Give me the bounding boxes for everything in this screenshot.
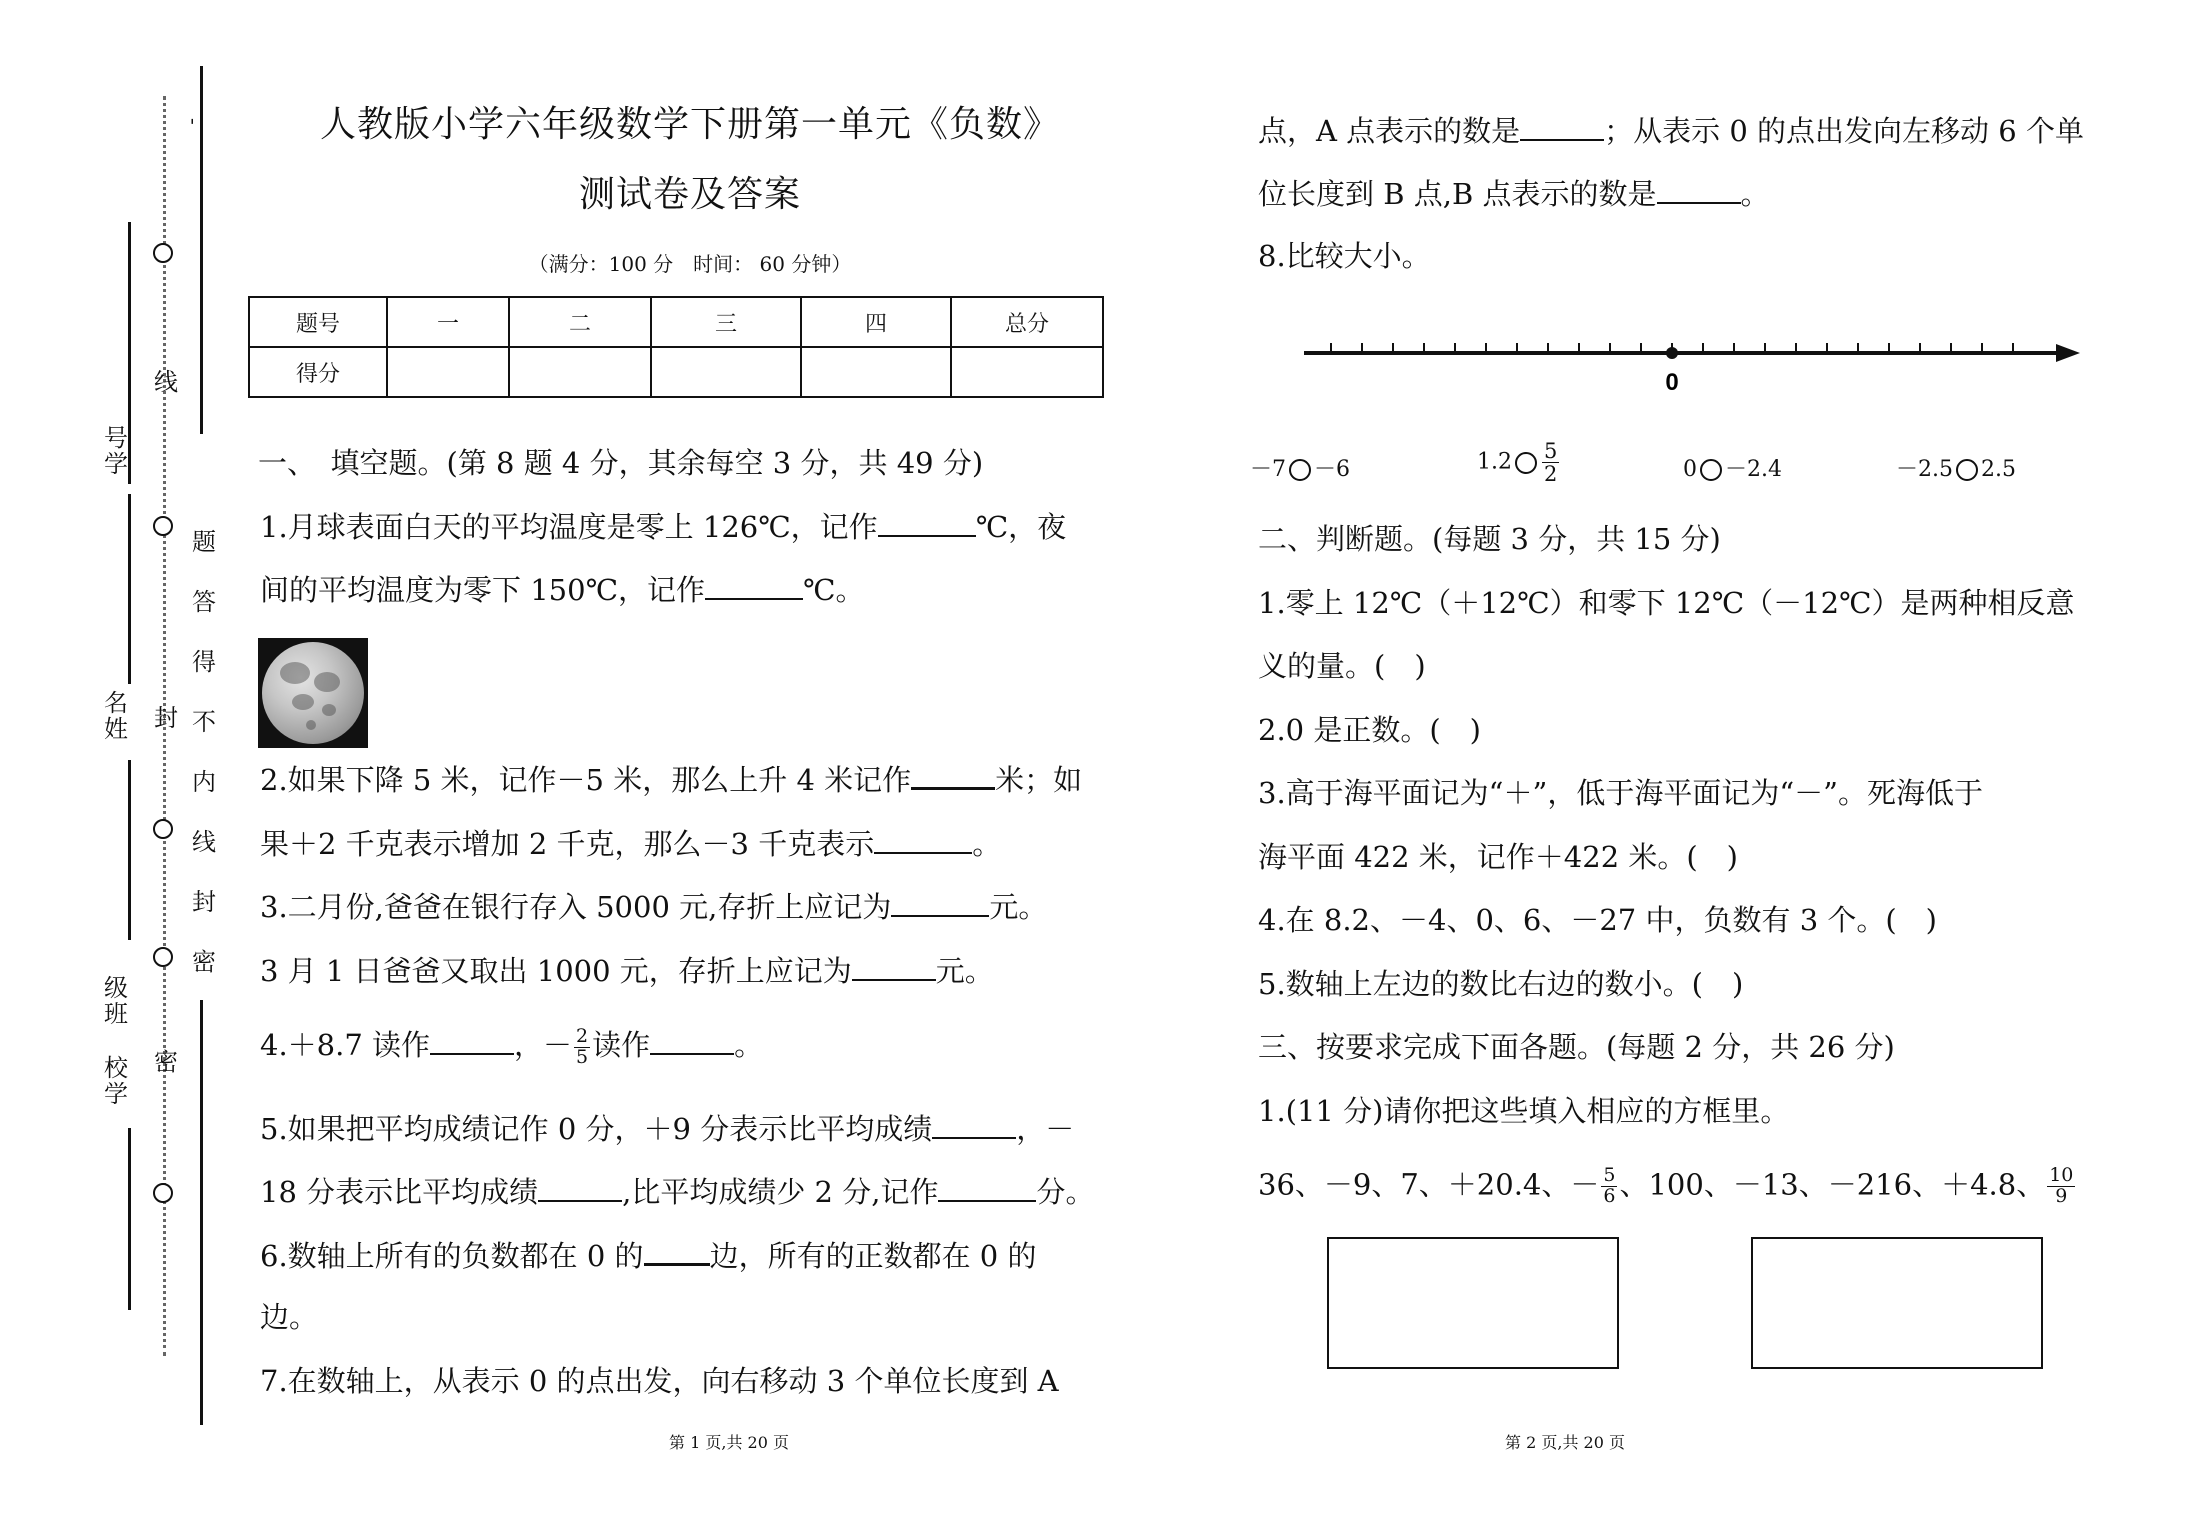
answer-blank[interactable] (891, 888, 989, 917)
question-1-line2: 间的平均温度为零下 150℃，记作 ℃。 (260, 573, 865, 607)
exam-info: （满分：100 分 时间： 60 分钟） (528, 252, 852, 276)
answer-blank[interactable] (1520, 112, 1604, 141)
judge-5: 5.数轴上左边的数比右边的数小。( ) (1258, 967, 1744, 1001)
fraction: $\frac{5}{6}$ (1603, 1164, 1616, 1207)
answer-blank[interactable] (932, 1110, 1016, 1139)
score-table-header: 题号 (249, 297, 387, 347)
binding-circle (153, 1183, 173, 1203)
question-5-line2: 18 分表示比平均成绩 ,比平均成绩少 2 分,记作 分。 (260, 1175, 1095, 1209)
page-title-line2: 测试卷及答案 (578, 174, 801, 215)
class-label: 级班 (104, 974, 128, 1028)
answer-box-1[interactable] (1327, 1237, 1619, 1369)
score-table-score-row (249, 347, 1103, 397)
question-1-line1: 1.月球表面白天的平均温度是零上 126℃，记作 ℃，夜 (260, 510, 1067, 544)
compare-circle[interactable] (1700, 459, 1722, 481)
binding-notice: 题 答 得 不 内 线 封 密 (192, 528, 216, 976)
student-name-label: 名姓 (104, 689, 128, 743)
question-6-line2: 边。 (260, 1300, 319, 1334)
score-cell[interactable] (801, 347, 951, 397)
section3-question-1: 1.(11 分)请你把这些填入相应的方框里。 (1258, 1094, 1790, 1128)
question-8: 8.比较大小。 (1258, 239, 1431, 273)
compare-item-1: －7 －6 (1250, 457, 1350, 482)
question-2-line1: 2.如果下降 5 米，记作－5 米，那么上升 4 米记作 米；如 (260, 763, 1083, 797)
compare-item-2: 1.2 $\frac{5}{2}$ (1477, 439, 1558, 487)
binding-circle (153, 819, 173, 839)
score-row-label: 得分 (249, 347, 387, 397)
compare-circle[interactable] (1515, 452, 1537, 474)
page-1 (245, 0, 1135, 1531)
answer-blank[interactable] (644, 1237, 710, 1266)
compare-item-4: －2.5 2.5 (1896, 457, 2016, 482)
number-line (1300, 326, 2080, 396)
answer-blank[interactable] (430, 1026, 514, 1055)
answer-blank[interactable] (1657, 175, 1741, 204)
score-cell[interactable] (509, 347, 651, 397)
compare-item-3: 0 －2.4 (1683, 457, 1782, 482)
answer-blank[interactable] (650, 1026, 734, 1055)
fraction: $\frac{5}{2}$ (1544, 439, 1558, 487)
score-table-header: 三 (651, 297, 801, 347)
fraction: $\frac{2}{5}$ (576, 1024, 589, 1068)
binding-rule-outer-mid2 (128, 760, 131, 940)
question-4: 4.＋8.7 读作 ，－ $\frac{2}{5}$ 读作 。 (260, 1024, 764, 1068)
answer-blank[interactable] (852, 952, 936, 981)
answer-blank[interactable] (878, 508, 976, 537)
seal-secret-label: 密 (154, 1048, 178, 1076)
judge-3-line1: 3.高于海平面记为“＋”，低于海平面记为“－”。死海低于 (1258, 776, 1983, 810)
student-number-label: 号学 (104, 424, 128, 478)
score-cell[interactable] (651, 347, 801, 397)
binding-circle (153, 516, 173, 536)
answer-blank[interactable] (911, 761, 995, 790)
question-3-line1: 3.二月份,爸爸在银行存入 5000 元,存折上应记为 元。 (260, 890, 1048, 924)
answer-box-2[interactable] (1751, 1237, 2043, 1369)
origin-label: 0 (1665, 369, 1679, 396)
score-cell[interactable] (951, 347, 1103, 397)
answer-blank[interactable] (938, 1173, 1036, 1202)
seal-line-label: 线 (154, 368, 178, 396)
school-label: 校学 (104, 1054, 128, 1108)
page-footer: 第 2 页,共 20 页 (1505, 1433, 1625, 1452)
number-list: 36、－9、7、＋20.4、－ $\frac{5}{6}$ 、100、－13、－216、＋4.8、 $\frac{10}{9}$ (1258, 1164, 2074, 1207)
compare-circle[interactable] (1289, 459, 1311, 481)
binding-rule-outer-bottom (128, 1128, 131, 1310)
page-title-line1: 人教版小学六年级数学下册第一单元《负数》 (319, 104, 1060, 145)
question-7-line2: 点，A 点表示的数是 ；从表示 0 的点出发向左移动 6 个单 (1258, 114, 2084, 148)
answer-blank[interactable] (538, 1173, 622, 1202)
score-cell[interactable] (387, 347, 509, 397)
score-table-header: 一 (387, 297, 509, 347)
page-footer: 第 1 页,共 20 页 (669, 1433, 789, 1452)
binding-circle (153, 243, 173, 263)
judge-2: 2.0 是正数。( ) (1258, 713, 1481, 747)
binding-tick: - (182, 118, 206, 125)
score-table-header: 总分 (951, 297, 1103, 347)
origin-point (1666, 347, 1678, 359)
compare-circle[interactable] (1956, 459, 1978, 481)
question-6-line1: 6.数轴上所有的负数都在 0 的 边，所有的正数都在 0 的 (260, 1239, 1037, 1273)
moon-image (258, 638, 368, 748)
binding-rule-inner-bottom (200, 1000, 203, 1425)
answer-blank[interactable] (874, 825, 972, 854)
question-5-line1: 5.如果把平均成绩记作 0 分，＋9 分表示比平均成绩 ，－ (260, 1112, 1075, 1146)
binding-margin (0, 0, 230, 1531)
section1-title: 一、 填空题。(第 8 题 4 分，其余每空 3 分，共 49 分) (258, 446, 984, 480)
page-2 (1250, 0, 2130, 1531)
question-2-line2: 果＋2 千克表示增加 2 千克，那么－3 千克表示 。 (260, 827, 1002, 861)
score-table (248, 296, 1104, 398)
section2-title: 二、判断题。(每题 3 分，共 15 分) (1258, 522, 1721, 556)
judge-4: 4.在 8.2、－4、0、6、－27 中，负数有 3 个。( ) (1258, 903, 1937, 937)
judge-3-line2: 海平面 422 米，记作＋422 米。( ) (1258, 840, 1738, 874)
section3-title: 三、按要求完成下面各题。(每题 2 分，共 26 分) (1258, 1030, 1895, 1064)
question-7-line3: 位长度到 B 点,B 点表示的数是 。 (1258, 177, 1770, 211)
question-7-line1: 7.在数轴上，从表示 0 的点出发，向右移动 3 个单位长度到 A (260, 1364, 1059, 1398)
judge-1-line1: 1.零上 12℃（＋12℃）和零下 12℃（－12℃）是两种相反意 (1258, 586, 2075, 620)
binding-rule-outer-mid1 (128, 494, 131, 684)
binding-circle (153, 947, 173, 967)
fraction: $\frac{10}{9}$ (2049, 1164, 2074, 1207)
score-table-header: 二 (509, 297, 651, 347)
seal-seal-label: 封 (154, 704, 178, 732)
answer-blank[interactable] (705, 571, 803, 600)
score-table-header-row (249, 297, 1103, 347)
score-table-header: 四 (801, 297, 951, 347)
question-3-line2: 3 月 1 日爸爸又取出 1000 元，存折上应记为 元。 (260, 954, 994, 988)
judge-1-line2: 义的量。( ) (1258, 649, 1426, 683)
